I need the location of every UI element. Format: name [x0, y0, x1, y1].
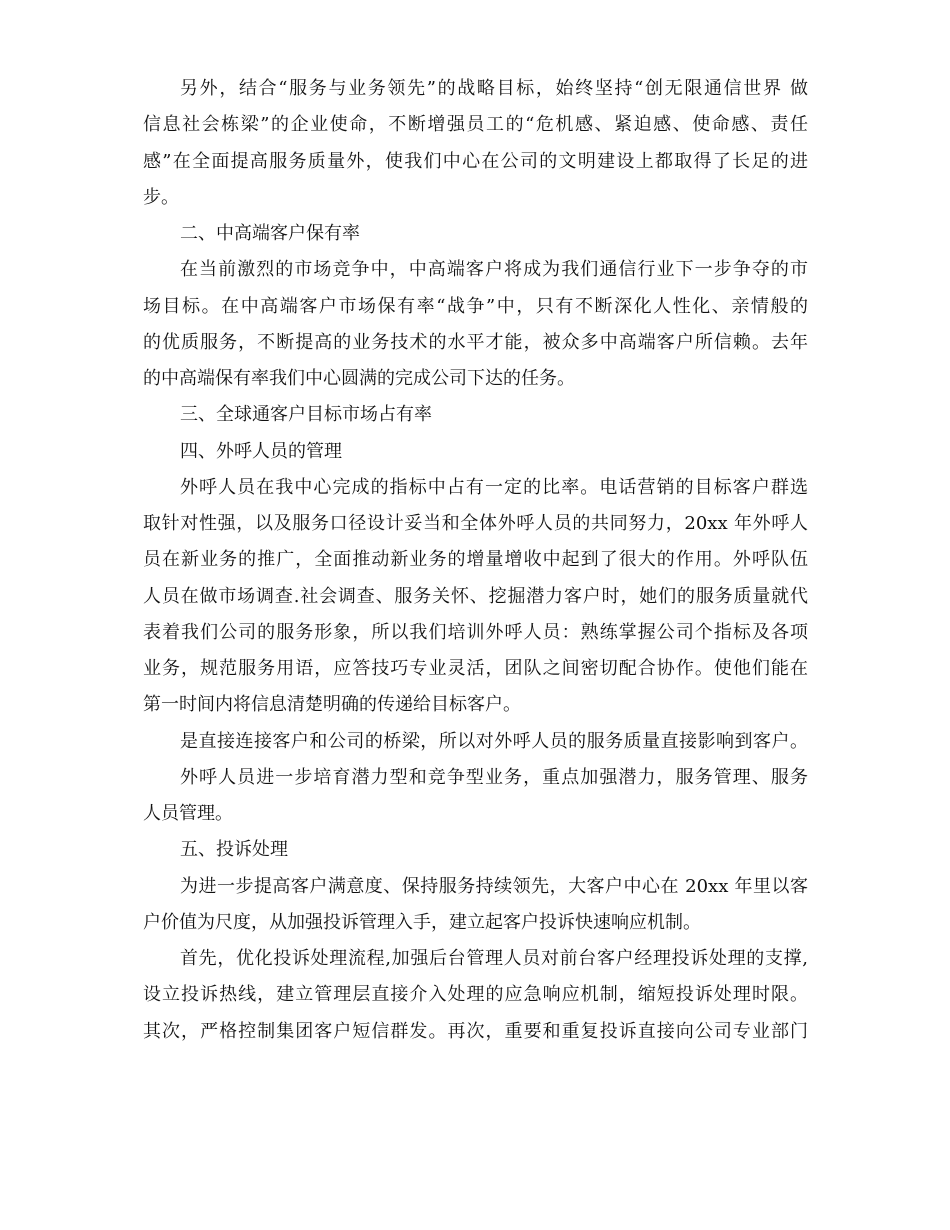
text-line: 人员在做市场调查.社会调查、服务关怀、挖掘潜力客户时，她们的服务质量就代	[143, 585, 808, 607]
text-line: 业务，规范服务用语，应答技巧专业灵活，团队之间密切配合协作。使他们能在	[143, 658, 808, 679]
text-line: 二、中高端客户保有率	[180, 223, 360, 244]
text-line: 的中高端保有率我们中心圆满的完成公司下达的任务。	[143, 368, 575, 389]
text-line: 表着我们公司的服务形象，所以我们培训外呼人员：熟练掌握公司个指标及各项	[143, 621, 808, 643]
text-line: 信息社会栋梁”的企业使命，不断增强员工的“危机感、紧迫感、使命感、责任	[143, 114, 808, 136]
text-line: 三、全球通客户目标市场占有率	[180, 404, 432, 426]
text-line: 取针对性强，以及服务口径设计妥当和全体外呼人员的共同努力，20xx 年外呼人	[143, 513, 808, 534]
text-line: 为进一步提高客户满意度、保持服务持续领先，大客户中心在 20xx 年里以客	[180, 875, 808, 897]
text-line: 在当前激烈的市场竞争中，中高端客户将成为我们通信行业下一步争夺的市	[180, 259, 808, 281]
text-line: 其次，严格控制集团客户短信群发。再次，重要和重复投诉直接向公司专业部门	[143, 1020, 808, 1042]
text-line: 人员管理。	[143, 803, 233, 824]
text-line: 员在新业务的推广，全面推动新业务的增量增收中起到了很大的作用。外呼队伍	[143, 549, 808, 571]
text-line: 第一时间内将信息清楚明确的传递给目标客户。	[143, 694, 521, 716]
text-line: 外呼人员进一步培育潜力型和竞争型业务，重点加强潜力，服务管理、服务	[180, 766, 808, 788]
text-line: 外呼人员在我中心完成的指标中占有一定的比率。电话营销的目标客户群选	[180, 476, 808, 498]
text-line: 是直接连接客户和公司的桥梁，所以对外呼人员的服务质量直接影响到客户。	[180, 730, 808, 752]
text-line: 场目标。在中高端客户市场保有率“战争”中，只有不断深化人性化、亲情般的	[143, 295, 808, 317]
text-line: 五、投诉处理	[180, 839, 288, 861]
text-line: 另外，结合“服务与业务领先”的战略目标，始终坚持“创无限通信世界 做	[180, 78, 808, 99]
text-line: 四、外呼人员的管理	[180, 440, 342, 462]
text-line: 感”在全面提高服务质量外，使我们中心在公司的文明建设上都取得了长足的进	[143, 150, 808, 172]
text-line: 的优质服务，不断提高的业务技术的水平才能，被众多中高端客户所信赖。去年	[143, 331, 808, 353]
text-line: 步。	[143, 186, 179, 208]
text-line: 首先，优化投诉处理流程,加强后台管理人员对前台客户经理投诉处理的支撑,	[180, 948, 808, 969]
text-line: 户价值为尺度，从加强投诉管理入手，建立起客户投诉快速响应机制。	[143, 911, 701, 933]
text-line: 设立投诉热线，建立管理层直接介入处理的应急响应机制，缩短投诉处理时限。	[143, 984, 808, 1006]
